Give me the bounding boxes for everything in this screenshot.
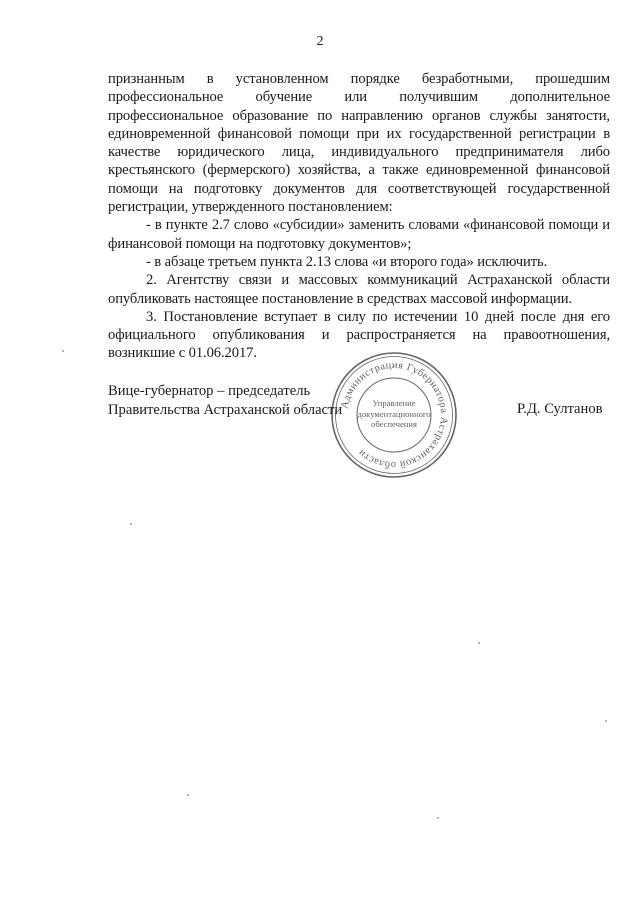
seal-inner-line3: обеспечения [371,419,417,430]
scan-speck [62,350,64,352]
scan-speck [130,523,132,525]
signer-title [108,382,342,420]
seal-inner-line2: документационного [357,408,431,419]
scan-speck [478,642,480,644]
paragraph-publication: 2. Агентству связи и массовых коммуникаций Астраханской области опубликовать настоящее постановление в средствах массовой информации. [108,272,610,307]
seal-inner-text [329,398,459,430]
scan-speck [437,817,439,819]
paragraph-amendment-2-7: - в пункте 2.7 слово «субсидии» заменить словами «финансовой помощи и финансовой помощи на подготовку документов»; [108,217,610,252]
document-body [108,70,610,363]
signer-name: Р.Д. Султанов [517,401,603,417]
scan-speck [605,720,607,722]
paragraph-intro-continuation: признанным в установленном порядке безработными, прошедшим профессиональное обучение или получившим дополнительное профессиональное образование по направлению органов службы занятости, единовременной финансовой помощи при их государственной регистрации в качестве юридического лица, индивидуального предпринимателя либо крестьянского (фермерского) хозяйства, а также единовременной финансовой помощи на подготовку документов для соответствующей государственной регистрации, утвержденного постановлением: [108,71,610,216]
paragraph-amendment-2-13: - в абзаце третьем пункта 2.13 слова «и второго года» исключить. [146,253,548,270]
signer-title-line2: Правительства Астраханской области [108,402,343,418]
paragraph-effective-date: 3. Постановление вступает в силу по истечении 10 дней после дня его официального опубликования и распространяется на правоотношения, возникшие с 01.06.2017. [108,308,610,362]
signer-title-line1: Вице-губернатор – председатель [108,383,311,399]
official-seal-stamp [329,350,459,480]
page-number: 2 [316,34,324,49]
scan-speck [187,794,189,796]
seal-ring-text: Администрация Губернатора Астраханской области [339,359,450,471]
seal-inner-line1: Управление [372,398,416,408]
